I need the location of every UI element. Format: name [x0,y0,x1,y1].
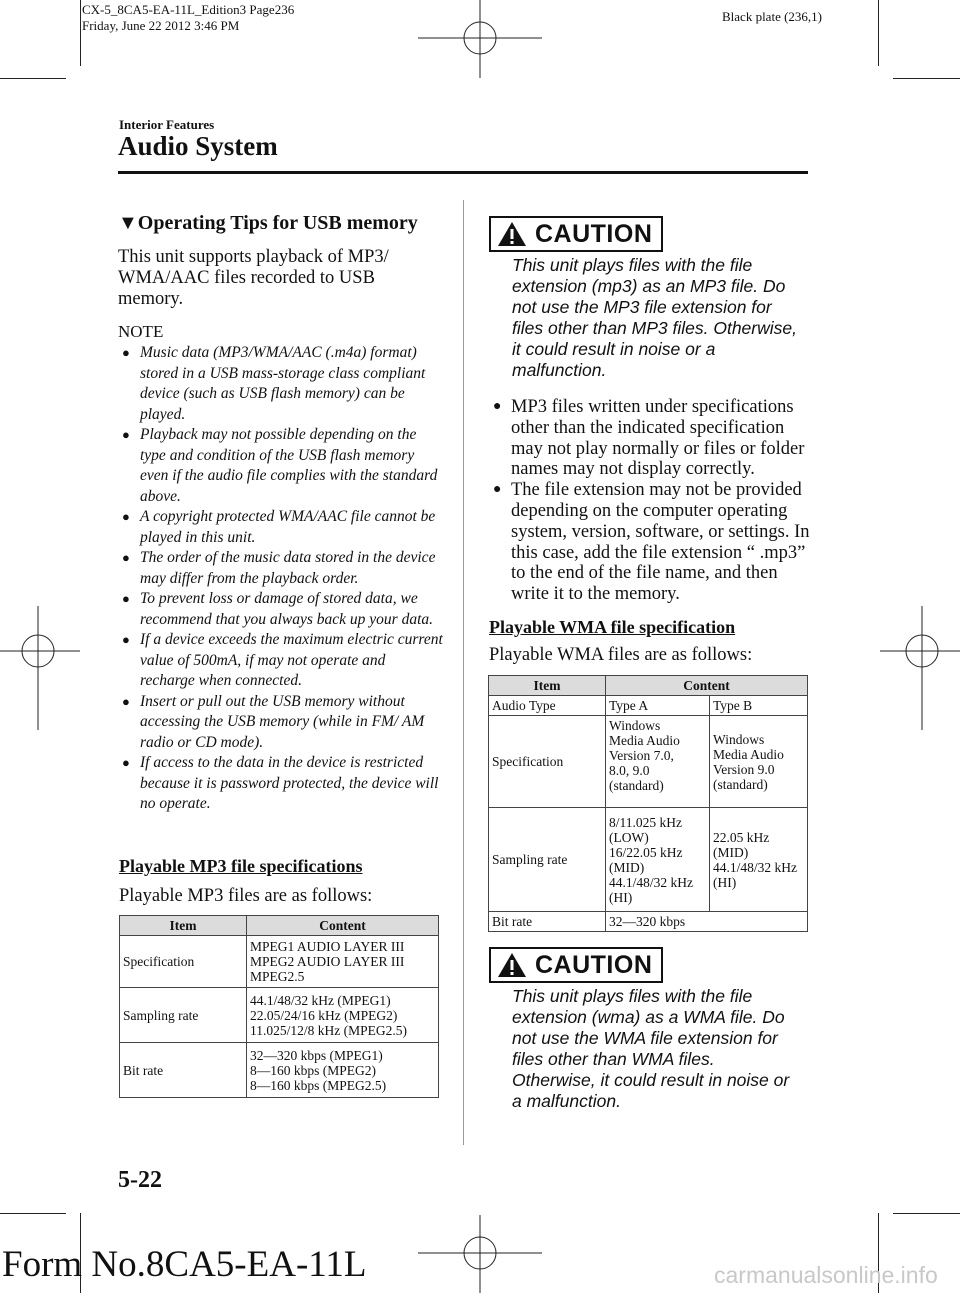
table-row [489,716,808,808]
mp3-notes-list [489,397,811,605]
list-item: ● If a device exceeds the maximum electric current value of 500mA, if may not operate and recharge when connected. [122,631,443,689]
bullet-icon: ● [493,399,502,414]
table-row [120,1043,439,1098]
caution-label: CAUTION [535,950,653,979]
table-cell: MPEG1 AUDIO LAYER III MPEG2 AUDIO LAYER III MPEG2.5 [247,936,439,988]
warning-icon [497,221,527,247]
page-title: Audio System [118,131,278,161]
table-cell: Bit rate [120,1043,247,1098]
section-label: Interior Features [119,117,215,132]
table-cell: Type B [710,696,808,716]
registration-mark-bottom [418,1215,542,1293]
bullet-icon: ● [122,550,130,565]
plate-label: Black plate (236,1) [722,9,822,24]
table-row [120,936,439,988]
list-item: ● MP3 files written under specifications other than the indicated specification may not play normally or files or folder names may not display correctly. [493,397,805,480]
section-heading [118,212,444,235]
table-cell: 44.1/48/32 kHz (MPEG1) 22.05/24/16 kHz (MPEG2) 11.025/12/8 kHz (MPEG2.5) [247,988,439,1043]
caution-text-1: This unit plays files with the file extension (mp3) as an MP3 file. Do not use the MP3 file extension for files other than MP3 files. Otherwise, it could result in noise or a malfunction. [512,255,797,380]
column-header: Item [489,676,606,696]
bullet-icon: ● [122,509,130,524]
table-cell: Sampling rate [120,988,247,1043]
table-header-row [120,916,439,936]
bullet-icon: ● [122,693,130,709]
bullet-icon: ● [122,632,130,647]
table-cell: Windows Media Audio Version 9.0 (standard) [710,716,808,808]
table-cell: Bit rate [489,912,606,932]
table-row [489,808,808,912]
list-item: ● The file extension may not be provided depending on the computer operating system, version, software, or settings. In this case, add the file extension “ .mp3” to the end of the file name, and then write it to the memory. [493,480,810,605]
bullet-icon: ● [122,755,130,770]
table-cell: 32―320 kbps (MPEG1) 8―160 kbps (MPEG2) 8―160 kbps (MPEG2.5) [247,1043,439,1098]
notes-list [118,343,444,815]
column-header: Item [120,916,247,936]
bullet-icon: ● [122,427,130,442]
list-item: ● The order of the music data stored in the device may differ from the playback order. [122,549,436,587]
down-triangle-icon: ▼ [118,212,138,234]
list-item: ● If access to the data in the device is restricted because it is password protected, the device will no operate. [122,754,439,812]
table-cell: Specification [120,936,247,988]
title-rule [118,171,808,174]
note-label: NOTE [118,322,164,341]
bullet-icon: ● [493,482,502,498]
mp3-spec-table [119,915,439,1098]
form-number: Form No.8CA5-EA-11L [2,1244,367,1285]
table-cell: Audio Type [489,696,606,716]
list-item: ● Playback may not possible depending on the type and condition of the USB flash memory even if the audio file complies with the standard above. [122,426,438,505]
table-cell: Windows Media Audio Version 7.0, 8.0, 9.0 (standard) [606,716,710,808]
wma-intro: Playable WMA files are as follows: [489,645,753,665]
page-number: 5-22 [118,1167,162,1193]
heading-text: Operating Tips for USB memory [137,212,418,234]
table-cell: Specification [489,716,606,808]
bullet-icon: ● [122,591,130,606]
table-row [489,696,808,716]
watermark: carmanualsonline.info [714,1262,938,1288]
table-header-row [489,676,808,696]
table-cell: 8/11.025 kHz (LOW) 16/22.05 kHz (MID) 44.1/48/32 kHz (HI) [606,808,710,912]
warning-icon [497,952,527,978]
list-item: ● To prevent loss or damage of stored data, we recommend that you always back up your data. [122,590,434,628]
caution-text-2: This unit plays files with the file extension (wma) as a WMA file. Do not use the WMA file extension for files other than WMA files. Otherwise, it could result in noise or a malfunction. [512,986,790,1111]
column-header: Content [247,916,439,936]
registration-mark-right [880,606,960,730]
registration-mark-top [418,0,542,80]
table-row [489,912,808,932]
table-cell: 22.05 kHz (MID) 44.1/48/32 kHz (HI) [710,808,808,912]
table-cell: 32―320 kbps [606,912,808,932]
print-header [82,2,294,34]
table-cell: Sampling rate [489,808,606,912]
left-column [118,212,444,815]
file-line: CX-5_8CA5-EA-11L_Edition3 Page236 [82,2,295,17]
list-item: ● Insert or pull out the USB memory without accessing the USB memory (while in FM/ AM radio or CD mode). [122,692,425,751]
registration-mark-left [0,606,80,730]
column-header: Content [606,676,808,696]
mp3-subheading: Playable MP3 file specifications [119,856,363,876]
list-item: ● A copyright protected WMA/AAC file cannot be played in this unit. [122,508,436,546]
mp3-intro: Playable MP3 files are as follows: [119,886,373,906]
table-row [120,988,439,1043]
caution-label: CAUTION [535,219,653,248]
wma-subheading: Playable WMA file specification [489,617,736,637]
table-cell: Type A [606,696,710,716]
intro-text: This unit supports playback of MP3/ WMA/AAC files recorded to USB memory. [118,247,389,309]
list-item: ● Music data (MP3/WMA/AAC (.m4a) format) stored in a USB mass-storage class compliant device (such as USB flash memory) can be played. [122,344,426,423]
caution-box-2 [489,947,663,983]
caution-box-1 [489,216,663,252]
wma-spec-table [488,675,808,932]
bullet-icon: ● [122,345,130,360]
date-line: Friday, June 22 2012 3:46 PM [82,18,240,33]
